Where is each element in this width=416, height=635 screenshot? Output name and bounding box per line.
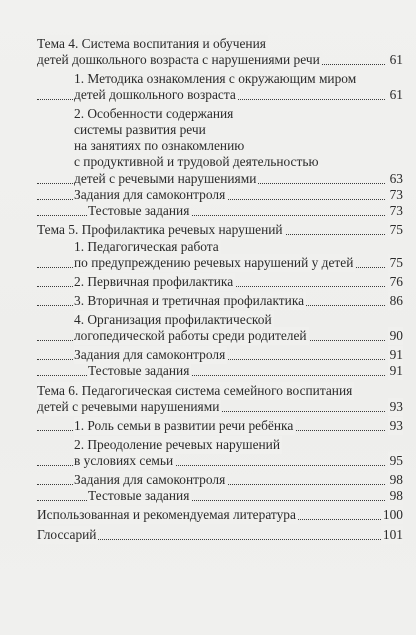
toc-line-gloss bbox=[37, 526, 403, 544]
toc-page-number: 91 bbox=[389, 363, 403, 378]
toc-entry-text: Использованная и рекомендуемая литература bbox=[37, 507, 296, 522]
toc-page-number: 93 bbox=[389, 399, 403, 414]
toc-entry-text: Тестовые задания bbox=[88, 203, 190, 218]
toc-page-number: 75 bbox=[389, 222, 403, 237]
toc-page-number: 63 bbox=[389, 171, 403, 186]
toc-entry-text: по предупреждению речевых нарушений у детей bbox=[74, 255, 354, 270]
toc-line-t4-2 bbox=[37, 51, 403, 69]
toc-line-t6-s1 bbox=[37, 417, 403, 435]
toc-page-number: 86 bbox=[389, 293, 403, 308]
toc-entry-text: Задания для самоконтроля bbox=[74, 347, 226, 362]
toc-line-t5-s1b bbox=[37, 254, 403, 272]
toc-entry-text: с продуктивной и трудовой деятельностью bbox=[74, 154, 319, 169]
toc-entry-text: детей дошкольного возраста с нарушениями речи bbox=[37, 52, 320, 67]
toc-entry-text: 2. Преодоление речевых нарушений bbox=[74, 437, 281, 452]
toc-line-t6-s2b bbox=[37, 452, 403, 470]
toc-line-t6-2 bbox=[37, 398, 403, 416]
toc-entry-text: системы развития речи bbox=[74, 122, 206, 137]
toc-line-t4-t bbox=[37, 202, 403, 220]
toc-entry-text: Тема 4. Система воспитания и обучения bbox=[37, 36, 266, 51]
toc-entry-text: 2. Первичная профилактика bbox=[74, 274, 234, 289]
toc-page-number: 95 bbox=[389, 453, 403, 468]
toc-page-number: 98 bbox=[389, 488, 403, 503]
toc-line-t6-t bbox=[37, 487, 403, 505]
toc-line-t4-s2d bbox=[37, 153, 403, 171]
toc-entry-text: на занятиях по ознакомлению bbox=[74, 138, 245, 153]
toc-entry-text: 1. Педагогическая работа bbox=[74, 239, 219, 254]
toc-page-number: 93 bbox=[389, 418, 403, 433]
toc-entry-text: Глоссарий bbox=[37, 527, 97, 542]
toc-page-number: 101 bbox=[382, 527, 403, 542]
toc-entry-text: в условиях семьи bbox=[74, 453, 174, 468]
toc-page-number: 90 bbox=[389, 328, 403, 343]
toc-page-number: 76 bbox=[389, 274, 403, 289]
toc-line-t5-t bbox=[37, 362, 403, 380]
toc-page-number: 61 bbox=[389, 52, 403, 67]
toc-entry-text: Тема 6. Педагогическая система семейного воспитания bbox=[37, 383, 353, 398]
toc-page-number: 61 bbox=[389, 87, 403, 102]
toc-entry-text: 4. Организация профилактической bbox=[74, 312, 272, 327]
toc-line-lit bbox=[37, 506, 403, 524]
toc-entry-text: Тема 5. Профилактика речевых нарушений bbox=[37, 222, 283, 237]
toc-line-t5 bbox=[37, 221, 403, 239]
toc-entry-text: детей с речевыми нарушениями bbox=[37, 399, 220, 414]
toc-entry-text: логопедической работы среди родителей bbox=[74, 328, 307, 343]
toc-page-number: 73 bbox=[389, 203, 403, 218]
toc-line-t5-s3 bbox=[37, 292, 403, 310]
toc-entry-text: 1. Методика ознакомления с окружающим миром bbox=[74, 71, 357, 86]
toc-page-number: 91 bbox=[389, 347, 403, 362]
toc-entry-text: Тестовые задания bbox=[88, 488, 190, 503]
toc-entry-text: Задания для самоконтроля bbox=[74, 187, 226, 202]
toc-page-number: 75 bbox=[389, 255, 403, 270]
toc-line-t5-s4b bbox=[37, 327, 403, 345]
toc-page-number: 100 bbox=[382, 507, 403, 522]
toc-entry-text: детей дошкольного возраста bbox=[74, 87, 236, 102]
toc-entry-text: Тестовые задания bbox=[88, 363, 190, 378]
toc-page-number: 98 bbox=[389, 472, 403, 487]
toc-entry-text: 2. Особенности содержания bbox=[74, 106, 234, 121]
toc-entry-text: 3. Вторичная и третичная профилактика bbox=[74, 293, 305, 308]
toc-entry-text: Задания для самоконтроля bbox=[74, 472, 226, 487]
toc-entry-text: 1. Роль семьи в развитии речи ребёнка bbox=[74, 418, 294, 433]
toc-line-t5-s2 bbox=[37, 273, 403, 291]
toc-line-t4-s1b bbox=[37, 86, 403, 104]
toc-page-number: 73 bbox=[389, 187, 403, 202]
toc-entry-text: детей с речевыми нарушениями bbox=[74, 171, 257, 186]
